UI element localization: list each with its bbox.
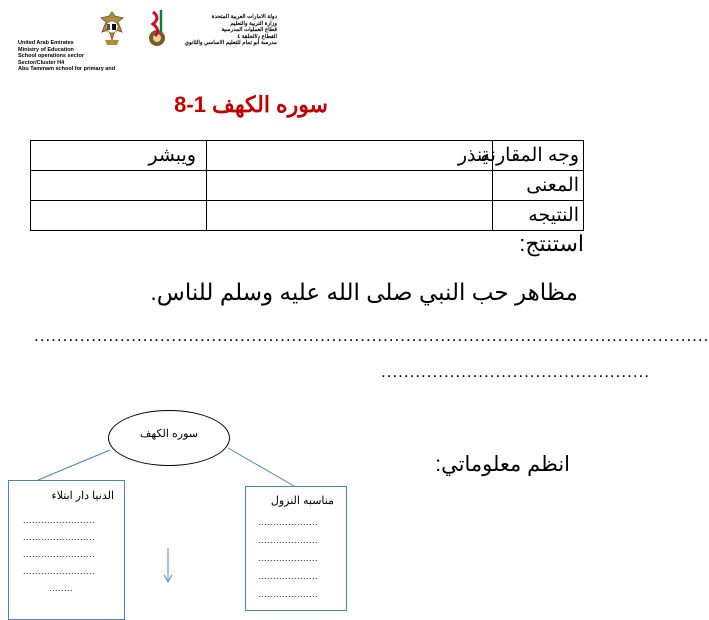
header-en-line: School operations sector	[18, 53, 85, 59]
right-box-dotted-line[interactable]: ....................	[258, 517, 319, 527]
connector-line-left	[38, 450, 110, 480]
header-ar-line: قطاع العمليات المدرسية	[221, 27, 277, 33]
table-cell: ويبشر	[31, 141, 207, 171]
header-ar-line: مدرسة أبو تمام للتعليم الاساسي والثانوي	[184, 40, 277, 46]
left-box-dotted-line[interactable]: ........................	[23, 566, 96, 576]
header-ar-line: القطاع د/الحلقة ٤	[237, 33, 277, 40]
right-box-label: مناسبه النزول	[270, 495, 334, 507]
conclusion-heading: استنتج:	[519, 231, 584, 256]
answer-dotted-line[interactable]: ......................................................................................................................	[34, 326, 709, 345]
header-en-line: Ministry of Education	[18, 46, 74, 53]
header-ar-line: وزارة التربية والتعليم	[230, 20, 277, 27]
left-info-box	[8, 480, 125, 620]
left-box-label: الدنيا دار ابتلاء	[51, 490, 114, 502]
worksheet-title: سوره الكهف 1-8	[174, 92, 328, 117]
left-box-dotted-line[interactable]: ........................	[23, 532, 96, 542]
left-box-dotted-line[interactable]: ........	[49, 583, 74, 593]
header-en-line: Sector/Cluster H4	[18, 59, 65, 66]
header-ar-line: دولة الامارات العربية المتحدة	[211, 14, 277, 20]
answer-dotted-line[interactable]: ...............................................	[381, 362, 650, 381]
center-oval-label: سوره الكهف	[140, 428, 198, 440]
table-cell: وجه المقارنة	[493, 141, 584, 171]
right-box-dotted-line[interactable]: ....................	[258, 535, 319, 545]
header-en-line: United Arab Emirates	[18, 40, 74, 46]
table-cell: المعنى	[493, 171, 584, 201]
left-box-dotted-line[interactable]: ........................	[23, 515, 96, 525]
left-box-dotted-line[interactable]: ........................	[23, 549, 96, 559]
conclusion-question: مظاهر حب النبي صلى الله عليه وسلم للناس.	[150, 279, 578, 305]
header-en-line: Abu Tammam school for primary and	[18, 66, 116, 72]
right-box-dotted-line[interactable]: ....................	[258, 571, 319, 581]
table-cell: النتيجه	[493, 201, 584, 231]
table-cell: ينذر	[207, 141, 493, 171]
connector-line-right	[228, 448, 294, 486]
right-info-box	[245, 486, 347, 611]
right-box-dotted-line[interactable]: ....................	[258, 553, 319, 563]
organize-heading: انظم معلوماتي:	[435, 453, 570, 476]
right-box-dotted-line[interactable]: ....................	[258, 589, 319, 599]
